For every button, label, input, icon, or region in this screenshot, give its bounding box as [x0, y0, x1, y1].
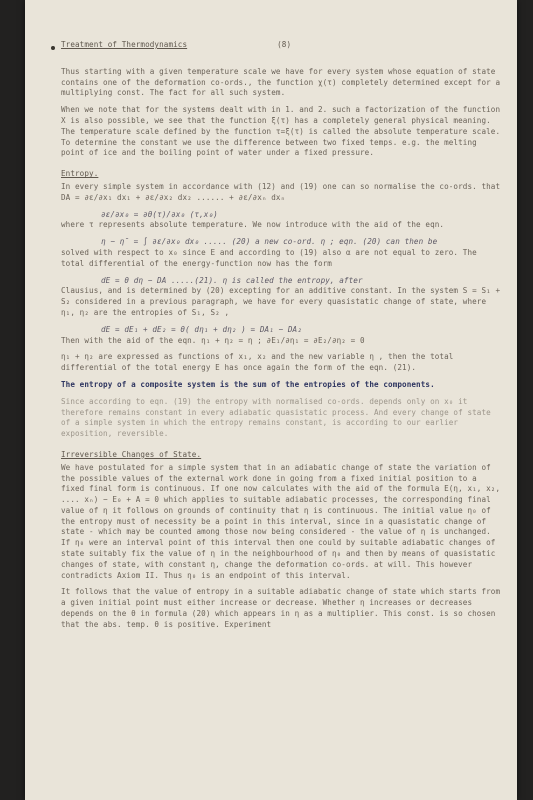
equation: dE = θ dη − DA .....(21). η is called the entropy, after [101, 275, 363, 285]
paragraph: Since according to eqn. (19) the entropy with normalised co-ords. depends only on x₀ it therefore remains constant in every adiabatic quasistatic process. And every change of state of a simple system in which the entropy remains constant, is according to our earlier exposition, reversible. [61, 396, 491, 439]
paragraph: It follows that the value of entropy in a suitable adiabatic change of state which starts from a given initial point must either increase or decrease. Whether η increases or decreases depends on the θ in formula (20) which appears in η as a multiplier. This const. is so chosen that the abs. temp. θ is positive. Experiment [61, 587, 501, 629]
equation: η − η̄ = ∫ ∂ε/∂x₀ dx₀ ..... (20) a new co-ord. η ; eqn. (20) can then be [101, 237, 438, 247]
section-heading-irreversible: Irreversible Changes of State. [61, 449, 202, 459]
paragraph: solved with respect to x₀ since E and according to (19) also α are not equal to zero. The total differential of the energy-function now has the form [61, 247, 477, 268]
equation: dE = dE₁ + dE₂ = θ( dη₁ + dη₂ ) = DA₁ − DA₂ [101, 324, 302, 334]
section-heading-entropy: Entropy. [61, 169, 99, 179]
document-page [25, 0, 517, 800]
paragraph: When we note that for the systems dealt with in 1. and 2. such a factorization of the function X is also possible, we see that the function ξ(τ) has a completely general physical meaning. The temperature scale defined by the function τ=ξ(τ) is called the absolute temperature scale. To determine the constant we use the difference between two fixed temps. e.g. the melting point of ice and the boiling point of water under a fixed pressure. [61, 105, 501, 158]
page-number: (8) [277, 40, 292, 49]
paragraph: Thus starting with a given temperature scale we have for every system whose equation of state contains one of the deformation co-ords., the function χ(τ) completely determined except for a multiplying const. The fact for all such system. [61, 66, 501, 98]
page-title: Treatment of Thermodynamics [61, 40, 188, 49]
bold-statement: The entropy of a composite system is the sum of the entropies of the components. [61, 379, 435, 389]
page-text [61, 40, 501, 637]
margin-dot [51, 46, 55, 50]
page-header [61, 40, 501, 51]
equation: ∂ε/∂x₀ = ∂θ(τ)/∂x₀ (τ,x₀) [101, 209, 218, 219]
paragraph: We have postulated for a simple system that in an adiabatic change of state the variation of the possible values of the external work done in going from a fixed initial position to a fixed final form is continuous. If one now calculates with the aid of the formula E(η, x₁, x₂, .... xₙ) − E₀ + A = 0 which applies to suitable adiabatic processes, the corresponding final value of η it follows on grounds of continuity that η is continuous. The initial value η₀ of the entropy must of necessity be a point in this interval, since in a quasistatic change of state - which may be counted among those now being considered - the value of η is unchanged. If η₀ were an interval point of this interval then one could by suitable adiabatic changes of state suitably fix the value of η in the neighbourhood of η₀ and then by means of quasistatic changes of state, with constant η, change the deformation co-ords. at will. This however contradicts Axiom II. Thus η₀ is an endpoint of this interval. [61, 462, 501, 580]
paragraph: Then with the aid of the eqn. η₁ + η₂ = η ; ∂E₁/∂η₁ = ∂E₂/∂η₂ = 0 [61, 335, 365, 345]
paragraph: In every simple system in accordance with (12) and (19) one can so normalise the co-ords. that DA = ∂ε/∂x₁ dx₁ + ∂ε/∂x₂ dx₂ ...... + ∂ε/∂xₙ dxₙ [61, 181, 501, 202]
paragraph: where τ represents absolute temperature. We now introduce with the aid of the eqn. [61, 220, 445, 230]
paragraph: Clausius, and is determined by (20) excepting for an additive constant. In the system S = S₁ + S₂ considered in a previous paragraph, we have for every quasistatic change of state, where η₁, η₂ are the entropies of S₁, S₂ , [61, 286, 501, 317]
paragraph: η₁ + η₂ are expressed as functions of x₁, x₂ and the new variable η , then the total differential of the total energy E has once again the form of the eqn. (21). [61, 352, 454, 373]
